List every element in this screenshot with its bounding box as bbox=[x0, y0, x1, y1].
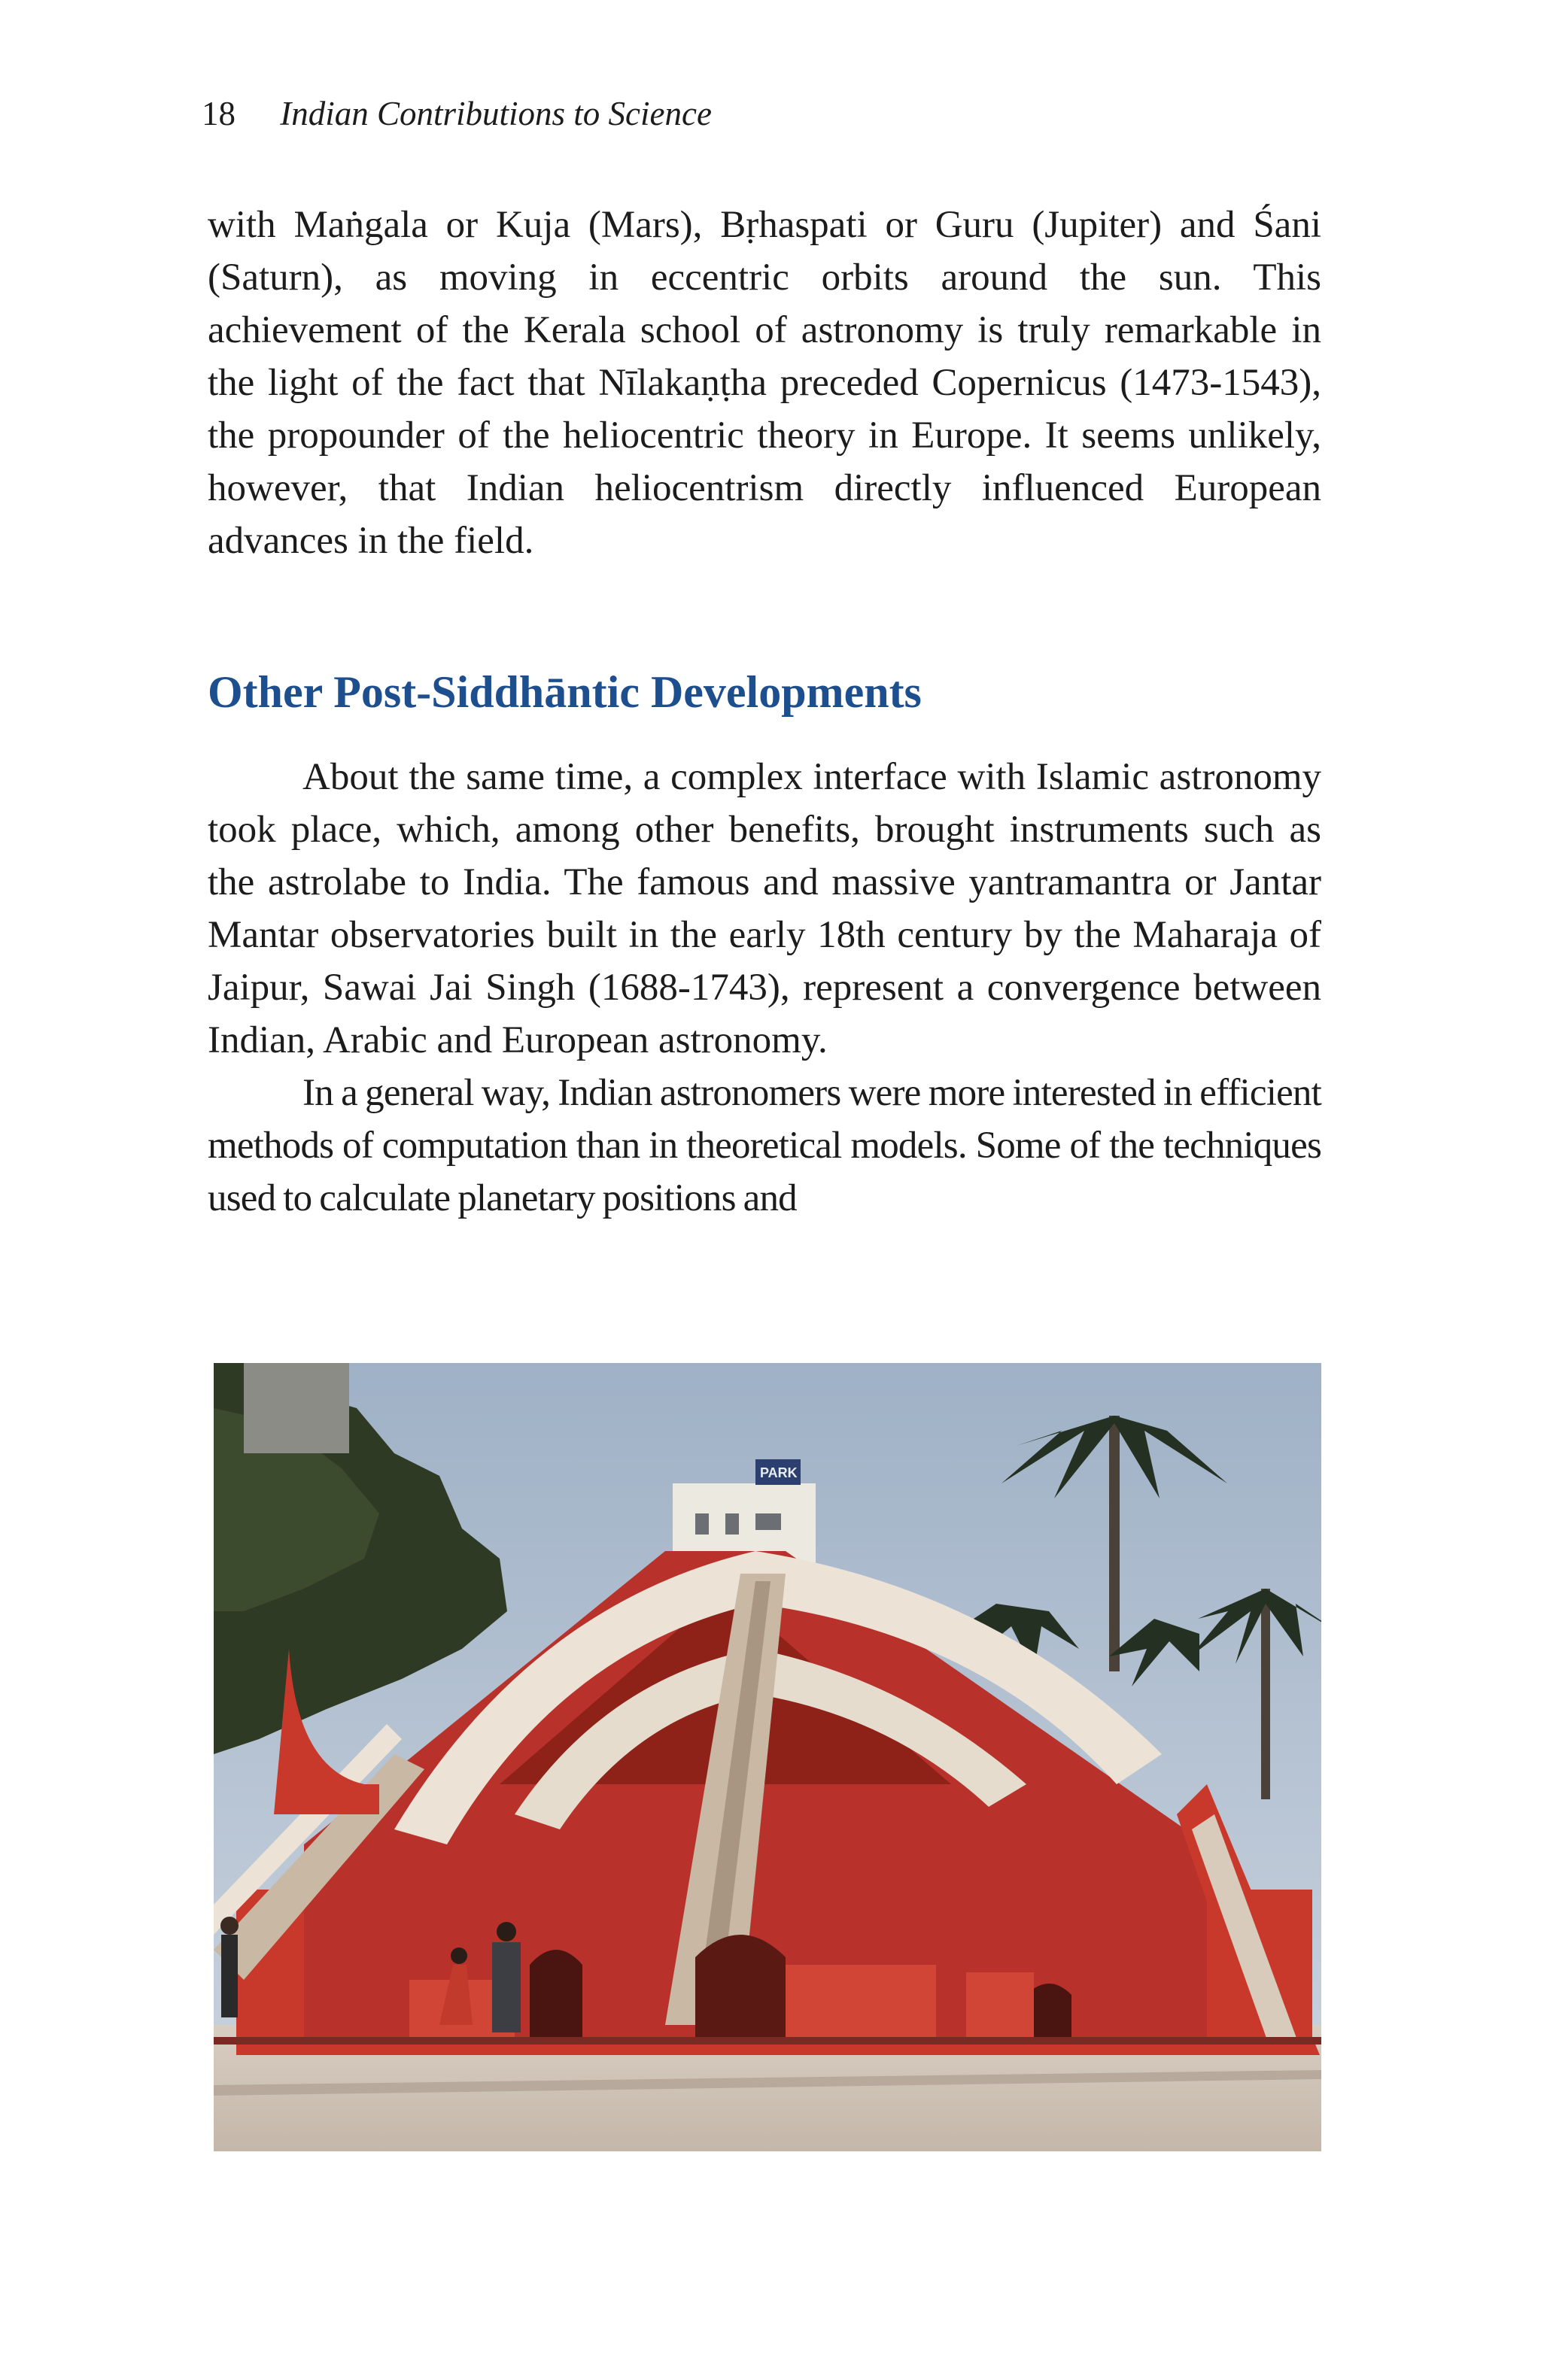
jantar-mantar-illustration bbox=[214, 1363, 1321, 2151]
jantar-mantar-photo bbox=[214, 1363, 1321, 2151]
paragraph-computation-methods: In a general way, Indian astronomers were more interested in efficient methods of computation than in theoretical models. Some of the techniques used to calculate planetary positions and bbox=[208, 1072, 1321, 1219]
paragraph-continued: with Maṅgala or Kuja (Mars), Bṛhaspati or Guru (Jupiter) and Śani (Saturn), as moving in eccentric orbits around the sun. This achievement of the Kerala school of astronomy is truly remarkable in the light of the fact that Nīlakaṇṭha preceded Copernicus (1473-1543), the propounder of the heliocentric theory in Europe. It seems unlikely, however, that Indian heliocentrism directly influenced European advances in the field. bbox=[208, 204, 1321, 562]
left-building bbox=[244, 1363, 349, 1453]
paragraph-islamic-astronomy: About the same time, a complex interface with Islamic astronomy took place, which, among other benefits, brought instruments such as the astrolabe to India. The famous and massive yantramantra or Jantar Mantar observatories built in the early 18th century by the Maharaja of Jaipur, Sawai Jai Singh (1688-1743), represent a convergence between Indian, Arabic and European astronomy. bbox=[208, 756, 1321, 1061]
continued-paragraph-block bbox=[208, 199, 1321, 567]
page-header bbox=[202, 92, 712, 135]
running-title: Indian Contributions to Science bbox=[280, 95, 712, 132]
section-heading: Other Post-Siddhāntic Developments bbox=[208, 667, 922, 717]
section-body bbox=[208, 751, 1321, 1225]
page-number: 18 bbox=[202, 95, 236, 132]
park-sign-text: PARK bbox=[760, 1465, 798, 1480]
